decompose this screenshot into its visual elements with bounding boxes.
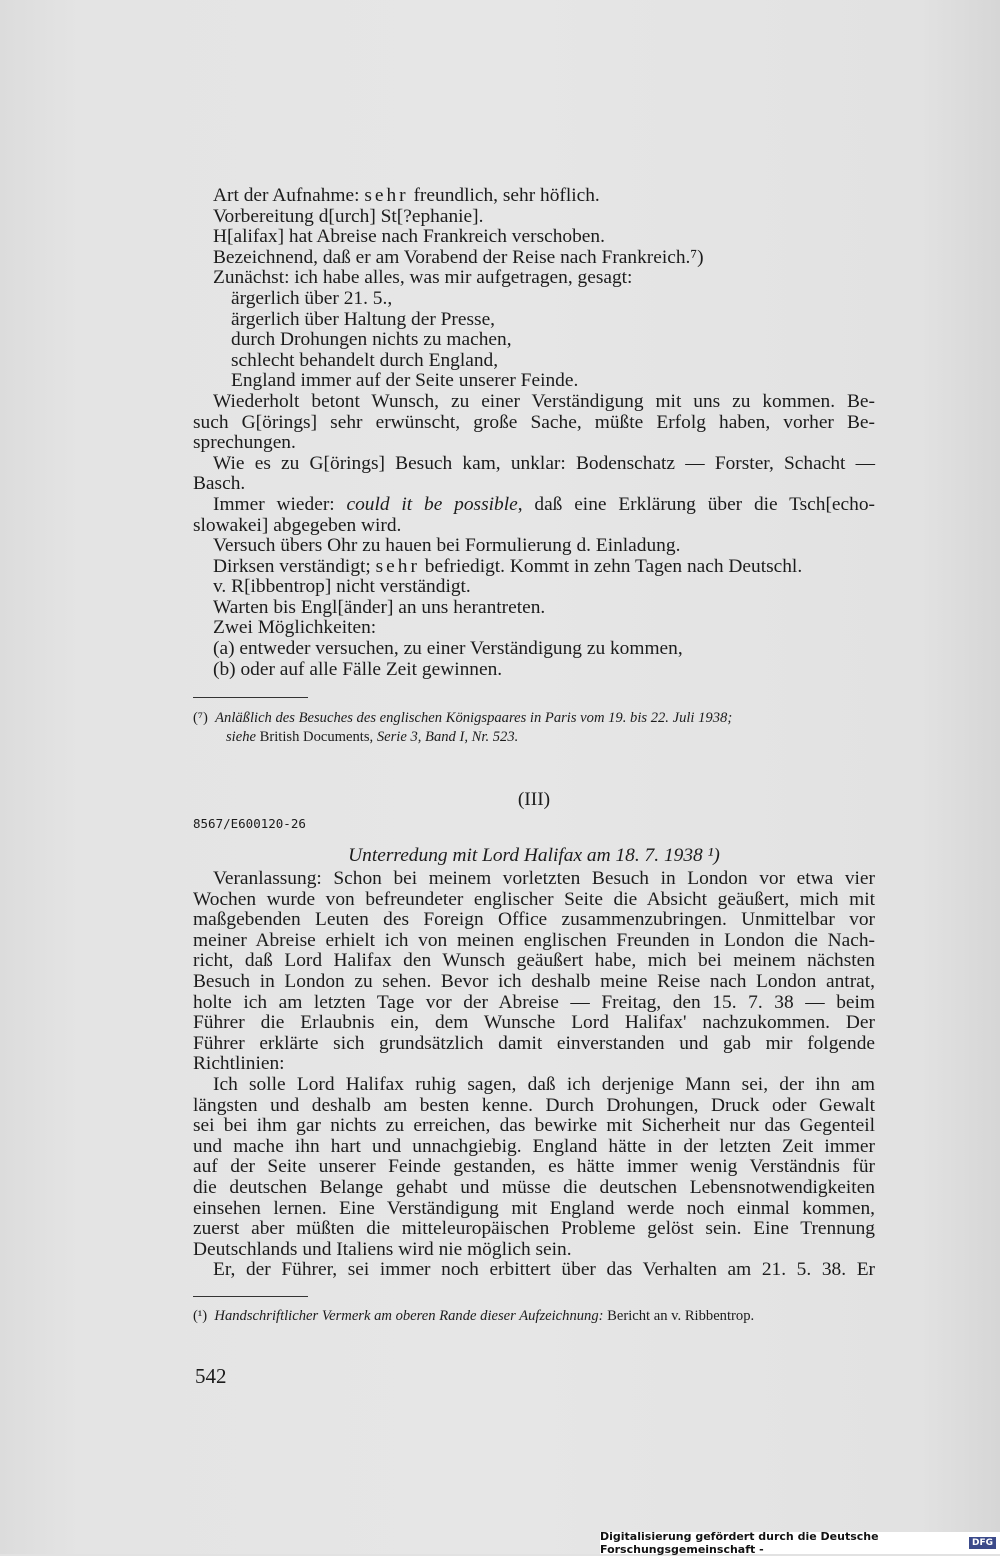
- body-line: [193, 993, 875, 1014]
- text-segment: Bezeichnend, daß er am Vorabend der Reise nach Frankreich.⁷): [213, 246, 704, 268]
- text-segment: Er, der Führer, sei immer noch erbittert über das Verhalten am 21. 5. 38. Er: [213, 1259, 875, 1281]
- body-line: [193, 1199, 875, 1220]
- text-segment: (a) entweder versuchen, zu einer Verständigung zu kommen,: [213, 638, 683, 660]
- text-line: [193, 433, 875, 454]
- text-segment: Besuch in London zu sehen. Bevor ich deshalb meine Reise nach London antrat,: [193, 970, 875, 992]
- text-segment: Zunächst: ich habe alles, was mir aufgetragen, gesagt:: [213, 267, 633, 289]
- text-segment: v. R[ibbentrop] nicht verständigt.: [213, 576, 471, 598]
- text-line: [193, 454, 875, 475]
- text-segment: England immer auf der Seite unserer Feinde.: [231, 370, 579, 392]
- footnote-text: Serie 3, Band I, Nr. 523.: [376, 729, 519, 745]
- text-segment: freundlich, sehr höflich.: [408, 185, 600, 206]
- text-segment: Zwei Möglichkeiten:: [213, 617, 377, 639]
- body-line: [193, 1260, 875, 1281]
- text-line: [193, 310, 875, 331]
- section-heading: (III): [517, 789, 551, 810]
- text-segment: längsten und deshalb am besten kenne. Durch Drohungen, Druck oder Gewalt: [193, 1094, 875, 1116]
- footnote-marker: (¹): [193, 1308, 208, 1324]
- footnote-1: [193, 1307, 875, 1326]
- text-segment: Art der Aufnahme:: [213, 185, 365, 206]
- text-segment: einsehen lernen. Eine Verständigung mit England werde noch einmal kommen,: [193, 1197, 875, 1219]
- text-segment: sprechungen.: [193, 432, 296, 454]
- text-segment: die deutschen Belange gehabt und müsse die deutschen Lebensnotwendigkeiten: [193, 1176, 875, 1198]
- text-segment: schlecht behandelt durch England,: [231, 349, 499, 371]
- text-segment: Richtlinien:: [193, 1053, 285, 1075]
- text-line: [193, 536, 875, 557]
- text-line: [193, 495, 875, 516]
- text-segment: Basch.: [193, 473, 246, 495]
- text-segment: durch Drohungen nichts zu machen,: [231, 329, 512, 351]
- footnote-marker: (⁷): [193, 710, 208, 726]
- spaced-emphasis: sehr: [364, 185, 409, 206]
- footnote-text: Anläßlich des Besuches des englischen Königspaares in Paris vom 19. bis 22. Juli 1938;: [215, 710, 733, 726]
- text-line: [193, 351, 875, 372]
- body-line: [193, 890, 875, 911]
- text-segment: zuerst aber müßten die mitteleuropäischen Probleme gelöst sein. Eine Trennung: [193, 1218, 875, 1240]
- text-line: [193, 289, 875, 310]
- text-line: [193, 248, 875, 269]
- upper-text-block: [193, 186, 875, 680]
- text-line: [193, 330, 875, 351]
- text-line: [193, 186, 875, 207]
- body-line: [193, 910, 875, 931]
- body-line: [193, 1034, 875, 1055]
- text-segment: sei bei ihm gar nichts zu erreichen, das bewirke mit Sicherheit nur das Gegenteil: [193, 1115, 875, 1137]
- text-line: [193, 557, 875, 578]
- text-segment: Deutschlands und Italiens wird nie möglich sein.: [193, 1238, 572, 1260]
- text-segment: Dirksen verständigt;: [213, 555, 376, 577]
- body-line: [193, 931, 875, 952]
- digitization-footer: [600, 1532, 1000, 1554]
- text-segment: maßgebenden Leuten des Foreign Office zusammenzubringen. Unmittelbar vor: [193, 909, 875, 931]
- spaced-emphasis: sehr: [375, 555, 420, 577]
- text-segment: richt, daß Lord Halifax den Wunsch geäußert habe, mich bei meinem nächsten: [193, 950, 875, 972]
- text-line: [193, 392, 875, 413]
- text-segment: Wie es zu G[örings] Besuch kam, unklar: Bodenschatz — Forster, Schacht —: [213, 452, 875, 474]
- body-line: [193, 1116, 875, 1137]
- body-line: [193, 1075, 875, 1096]
- body-line: [193, 1157, 875, 1178]
- text-segment: slowakei] abgegeben wird.: [193, 514, 402, 536]
- footnote-text: British Documents,: [256, 729, 377, 745]
- body-line: [193, 951, 875, 972]
- body-line: [193, 1096, 875, 1117]
- text-line: [193, 516, 875, 537]
- text-segment: Vorbereitung d[urch] St[?ephanie].: [213, 205, 484, 227]
- dfg-logo: DFG: [969, 1537, 996, 1549]
- body-line: [193, 1054, 875, 1075]
- text-segment: Warten bis Engl[änder] an uns herantreten.: [213, 596, 546, 618]
- footnote-text: Bericht an v. Ribbentrop.: [603, 1308, 755, 1324]
- text-segment: und mache ihn hart und unnachgiebig. England hätte in der letzten Zeit immer: [193, 1135, 875, 1157]
- footnote-text: siehe: [226, 729, 256, 745]
- text-line: [193, 413, 875, 434]
- text-segment: (b) oder auf alle Fälle Zeit gewinnen.: [213, 658, 503, 680]
- text-line: [193, 639, 875, 660]
- body-line: [193, 1178, 875, 1199]
- text-segment: befriedigt. Kommt in zehn Tagen nach Deutschl.: [419, 555, 803, 577]
- document-title: Unterredung mit Lord Halifax am 18. 7. 1938 ¹): [348, 845, 720, 866]
- text-segment: Ich solle Lord Halifax ruhig sagen, daß ich derjenige Mann sei, der ihn am: [213, 1073, 875, 1095]
- text-segment: meiner Abreise erhielt ich von meinen englischen Freunden in London die Nach-: [193, 929, 875, 951]
- body-text-block: [193, 869, 875, 1281]
- page-number: 542: [195, 1364, 227, 1388]
- text-line: [193, 618, 875, 639]
- text-line: [193, 207, 875, 228]
- text-segment: ärgerlich über Haltung der Presse,: [231, 308, 496, 330]
- text-segment: holte ich am letzten Tage vor der Abreise — Freitag, den 15. 7. 38 — beim: [193, 991, 875, 1013]
- footnote-7: [193, 709, 875, 747]
- text-segment: H[alifax] hat Abreise nach Frankreich verschoben.: [213, 226, 605, 248]
- body-line: [193, 1137, 875, 1158]
- text-segment: auf der Seite unserer Feinde gestanden, es hätte immer wenig Verständnis für: [193, 1156, 875, 1178]
- text-segment: Wiederholt betont Wunsch, zu einer Verständigung mit uns zu kommen. Be-: [213, 390, 875, 412]
- footer-text: Digitalisierung gefördert durch die Deutsche Forschungsgemeinschaft -: [600, 1530, 879, 1556]
- body-line: [193, 1219, 875, 1240]
- footnote-rule: [193, 1296, 308, 1297]
- text-segment: Versuch übers Ohr zu hauen bei Formulierung d. Einladung.: [213, 535, 681, 557]
- body-line: [193, 1013, 875, 1034]
- text-segment: Immer wieder:: [213, 493, 347, 515]
- text-segment: such G[örings] sehr erwünscht, große Sache, müßte Erfolg haben, vorher Be-: [193, 411, 875, 433]
- text-line: [193, 577, 875, 598]
- text-segment: Veranlassung: Schon bei meinem vorletzten Besuch in London vor etwa vier: [213, 868, 875, 889]
- text-segment: Führer die Erlaubnis ein, dem Wunsche Lord Halifax' nachzukommen. Der: [193, 1012, 875, 1034]
- text-segment: Wochen wurde von befreundeter englischer Seite die Absicht geäußert, mich mit: [193, 888, 875, 910]
- italic-phrase: could it be possible: [346, 493, 518, 515]
- text-line: [193, 660, 875, 681]
- text-line: [193, 598, 875, 619]
- text-line: [193, 227, 875, 248]
- text-line: [193, 268, 875, 289]
- text-line: [193, 371, 875, 392]
- text-segment: , daß eine Erklärung über die Tsch[echo-: [517, 493, 875, 515]
- document-number: 8567/E600120-26: [193, 816, 306, 831]
- footnote-rule: [193, 697, 308, 698]
- text-line: [193, 474, 875, 495]
- body-line: [193, 1240, 875, 1261]
- footnote-text: Handschriftlicher Vermerk am oberen Rande dieser Aufzeichnung:: [214, 1308, 604, 1324]
- text-segment: Führer erklärte sich grundsätzlich damit einverstanden und gab mir folgende: [193, 1032, 875, 1054]
- text-segment: ärgerlich über 21. 5.,: [231, 287, 393, 309]
- body-line: [193, 869, 875, 890]
- body-line: [193, 972, 875, 993]
